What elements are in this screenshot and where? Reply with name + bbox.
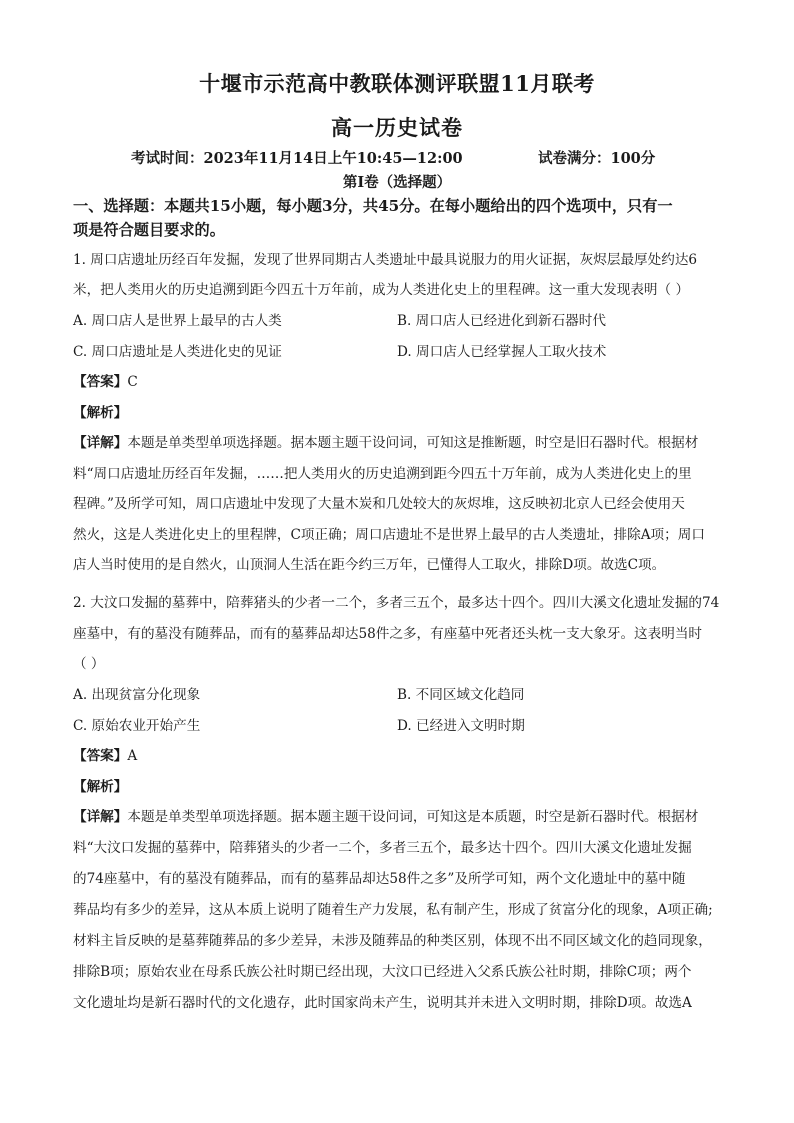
exam-title: 十堰市示范高中教联体测评联盟11月联考: [199, 71, 595, 96]
q2-detail-line3: 的74座墓中，有的墓没有随葬品，而有的墓葬品却达58件之多”及所学可知，两个文化遗址中的墓中随: [73, 871, 686, 887]
q2-detail-line1: [73, 807, 698, 827]
q2-stem-line1: 2. 大汶口发掘的墓葬中，陪葬猪头的少者一二个，多者三五个，最多达十四个。四川大溪文化遗址发掘的74: [73, 595, 720, 611]
section-instructions-line2: 项是符合题目要求的。: [73, 221, 225, 239]
section-instructions-line1: 一、选择题：本题共15小题，每小题3分，共45分。在每小题给出的四个选项中，只有一: [73, 197, 673, 215]
q1-option-c: C. 周口店遗址是人类进化史的见证: [73, 344, 282, 360]
q2-detail-line4: 葬品均有多少的差异，这从本质上说明了随着生产力发展，私有制产生，形成了贫富分化的现象，A项正确;: [73, 902, 713, 918]
q1-stem-line1: 1. 周口店遗址历经百年发掘，发现了世界同期古人类遗址中最具说服力的用火证据，灰烬层最厚处约达6: [73, 252, 698, 268]
q2-detail-line5: 材料主旨反映的是墓葬随葬品的多少差异，未涉及随葬品的种类区别，体现不出不同区域文化的趋同现象，: [73, 933, 712, 949]
q1-option-a: A. 周口店人是世界上最早的古人类: [73, 313, 282, 329]
q2-stem-line3: （ ）: [73, 656, 105, 672]
q1-detail-line1: [73, 433, 698, 453]
exam-subtitle: 高一历史试卷: [331, 115, 463, 140]
q2-option-a: A. 出现贫富分化现象: [73, 687, 201, 703]
q1-detail-tag: 【详解】: [73, 435, 128, 451]
q2-detail-tag: 【详解】: [73, 809, 128, 825]
q2-option-c: C. 原始农业开始产生: [73, 718, 201, 734]
exam-time: 考试时间：2023年11月14日上午10:45—12:00: [131, 150, 463, 167]
q1-answer: [73, 372, 138, 392]
q2-detail-text1: 本题是单类型单项选择题。据本题主题干设问词，可知这是本质题，时空是新石器时代。根据材: [127, 809, 699, 825]
q1-detail-line5: 店人当时使用的是自然火，山顶洞人生活在距今约三万年，已懂得人工取火，排除D项。故选C项。: [73, 557, 666, 573]
q2-answer: [73, 746, 137, 766]
q2-detail-line6: 排除B项；原始农业在母系氏族公社时期已经出现，大汶口已经进入父系氏族公社时期，排除C项；两个: [73, 964, 692, 980]
q2-answer-value: A: [127, 748, 138, 764]
q1-detail-line4: 然火，这是人类进化史上的里程牌，C项正确；周口店遗址不是世界上最早的古人类遗址，排除A项；周口: [73, 527, 705, 543]
q1-detail-text1: 本题是单类型单项选择题。据本题主题干设问词，可知这是推断题，时空是旧石器时代。根据材: [127, 435, 699, 451]
q2-option-d: D. 已经进入文明时期: [397, 718, 525, 734]
q2-option-b: B. 不同区域文化趋同: [397, 687, 525, 703]
q2-stem-line2: 座墓中，有的墓没有随葬品，而有的墓葬品却达58件之多，有座墓中死者还头枕一支大象牙。这表明当时: [73, 626, 703, 642]
q2-analysis-tag: 【解析】: [73, 779, 128, 795]
q1-option-b: B. 周口店人已经进化到新石器时代: [397, 313, 606, 329]
full-score: 试卷满分：100分: [538, 150, 656, 167]
volume-heading: 第Ⅰ卷（选择题）: [342, 174, 452, 191]
q1-option-d: D. 周口店人已经掌握人工取火技术: [397, 344, 607, 360]
q1-answer-value: C: [127, 374, 138, 390]
q1-analysis-tag: 【解析】: [73, 405, 128, 421]
q2-detail-line2: 料“大汶口发掘的墓葬中，陪葬猪头的少者一二个，多者三五个，最多达十四个。四川大溪文化遗址发掘: [73, 840, 692, 856]
q1-answer-tag: 【答案】: [73, 374, 128, 390]
q1-stem-line2: 米，把人类用火的历史追溯到距今四五十万年前，成为人类进化史上的里程碑。这一重大发现表明（ ）: [73, 282, 690, 298]
q1-detail-line3: 程碑。”及所学可知，周口店遗址中发现了大量木炭和几处较大的灰烬堆，这反映初北京人已经会使用天: [73, 496, 685, 512]
q1-detail-line2: 料“周口店遗址历经百年发掘，……把人类用火的历史追溯到距今四五十万年前，成为人类进化史上的里: [73, 466, 692, 482]
q2-answer-tag: 【答案】: [73, 748, 128, 764]
q2-detail-line7: 文化遗址均是新石器时代的文化遗存，此时国家尚未产生，说明其并未进入文明时期，排除D项。故选A: [73, 995, 692, 1011]
